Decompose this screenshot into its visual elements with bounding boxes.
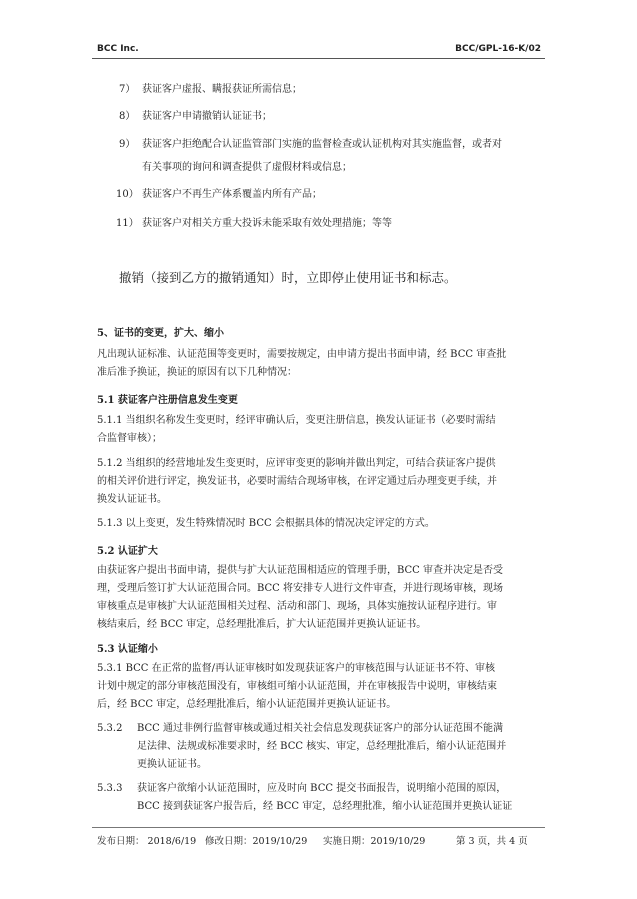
- list-item-text: 获证客户申请撤销认证证书；: [142, 111, 272, 122]
- paragraph-line: 5.1.3 以上变更，发生特殊情况时 BCC 会根据具体的情况决定评定的方式。: [97, 518, 435, 529]
- footer-divider: [92, 827, 545, 828]
- paragraph-line: 审核重点是审核扩大认证范围相关过程、活动和部门、现场，具体实施按认证程序进行。审: [97, 601, 497, 612]
- footer-implement-date: 实施日期：2019/10/29: [323, 836, 426, 847]
- list-item-text: 获证客户不再生产体系覆盖内所有产品；: [142, 189, 322, 200]
- subsection-title: 5.2 认证扩大: [97, 546, 158, 557]
- clause-number: 5.3.3: [97, 783, 123, 794]
- revoke-note: 撤销（接到乙方的撤销通知）时，立即停止使用证书和标志。: [119, 270, 457, 285]
- footer-publish-date: 发布日期： 2018/6/19: [97, 836, 197, 847]
- list-item-text: 获证客户虚报、瞒报获证所需信息；: [142, 84, 302, 95]
- subsection-title: 5.3 认证缩小: [97, 644, 158, 655]
- list-item-number: 11）: [116, 218, 139, 229]
- list-item-text: 获证客户对相关方重大投诉未能采取有效处理措施；等等: [142, 218, 392, 229]
- footer-page-number: 第 3 页，共 4 页: [456, 836, 528, 847]
- list-item-number: 10）: [116, 189, 139, 200]
- paragraph-line: 后，经 BCC 审定，总经理批准后，缩小认证范围并更换认证证书。: [97, 699, 397, 710]
- list-item-number: 7）: [119, 84, 136, 95]
- paragraph-line: 理，受理后签订扩大认证范围合同。BCC 将安排专人进行文件审查，并进行现场审核，现场: [97, 583, 504, 594]
- header-doc-code: BCC/GPL-16-K/02: [455, 44, 541, 54]
- paragraph-line: 5.3.1 BCC 在正常的监督/再认证审核时如发现获证客户的审核范围与认证证书不符、审核: [97, 663, 496, 674]
- paragraph-line: BCC 通过非例行监督审核或通过相关社会信息发现获证客户的部分认证范围不能满: [137, 723, 504, 734]
- paragraph-line: 更换认证证书。: [137, 759, 207, 770]
- paragraph-line: 换发认证证书。: [97, 494, 167, 505]
- list-item-text: 获证客户拒绝配合认证监管部门实施的监督检查或认证机构对其实施监督，或者对: [142, 139, 502, 150]
- list-item-text: 有关事项的询问和调查提供了虚假材料或信息；: [142, 162, 352, 173]
- paragraph-line: 5.1.1 当组织名称发生变更时，经评审确认后，变更注册信息，换发认证证书（必要时需结: [97, 415, 496, 426]
- paragraph-line: 核结束后，经 BCC 审定，总经理批准后，扩大认证范围并更换认证证书。: [97, 619, 427, 630]
- list-item-number: 9）: [119, 139, 136, 150]
- header-divider: [92, 58, 545, 59]
- section-title: 5、证书的变更，扩大、缩小: [97, 328, 224, 339]
- paragraph-line: 获证客户欲缩小认证范围时，应及时向 BCC 提交书面报告，说明缩小范围的原因，: [137, 783, 507, 794]
- paragraph-line: 准后准予换证，换证的原因有以下几种情况：: [97, 367, 297, 378]
- paragraph-line: 计划中规定的部分审核范围没有，审核组可缩小认证范围，并在审核报告中说明，审核结束: [97, 681, 497, 692]
- clause-number: 5.3.2: [97, 723, 123, 734]
- paragraph-line: 的相关评价进行评定，换发证书，必要时需结合现场审核，在评定通过后办理变更手续，并: [97, 476, 497, 487]
- paragraph-line: 凡出现认证标准、认证范围等变更时，需要按规定，由申请方提出书面申请，经 BCC 审查批: [97, 349, 507, 360]
- footer-modify-date: 修改日期：2019/10/29: [205, 836, 308, 847]
- paragraph-line: BCC 接到获证客户报告后，经 BCC 审定，总经理批准，缩小认证范围并更换认证证: [137, 801, 513, 812]
- subsection-title: 5.1 获证客户注册信息发生变更: [97, 395, 238, 406]
- paragraph-line: 合监督审核）；: [97, 433, 162, 444]
- paragraph-line: 由获证客户提出书面申请，提供与扩大认证范围相适应的管理手册，BCC 审查并决定是否受: [97, 565, 504, 576]
- header-company: BCC Inc.: [97, 44, 139, 54]
- paragraph-line: 5.1.2 当组织的经营地址发生变更时，应评审变更的影响并做出判定，可结合获证客户提供: [97, 458, 496, 469]
- list-item-number: 8）: [119, 111, 136, 122]
- paragraph-line: 足法律、法规或标准要求时，经 BCC 核实、审定，总经理批准后，缩小认证范围并: [137, 741, 507, 752]
